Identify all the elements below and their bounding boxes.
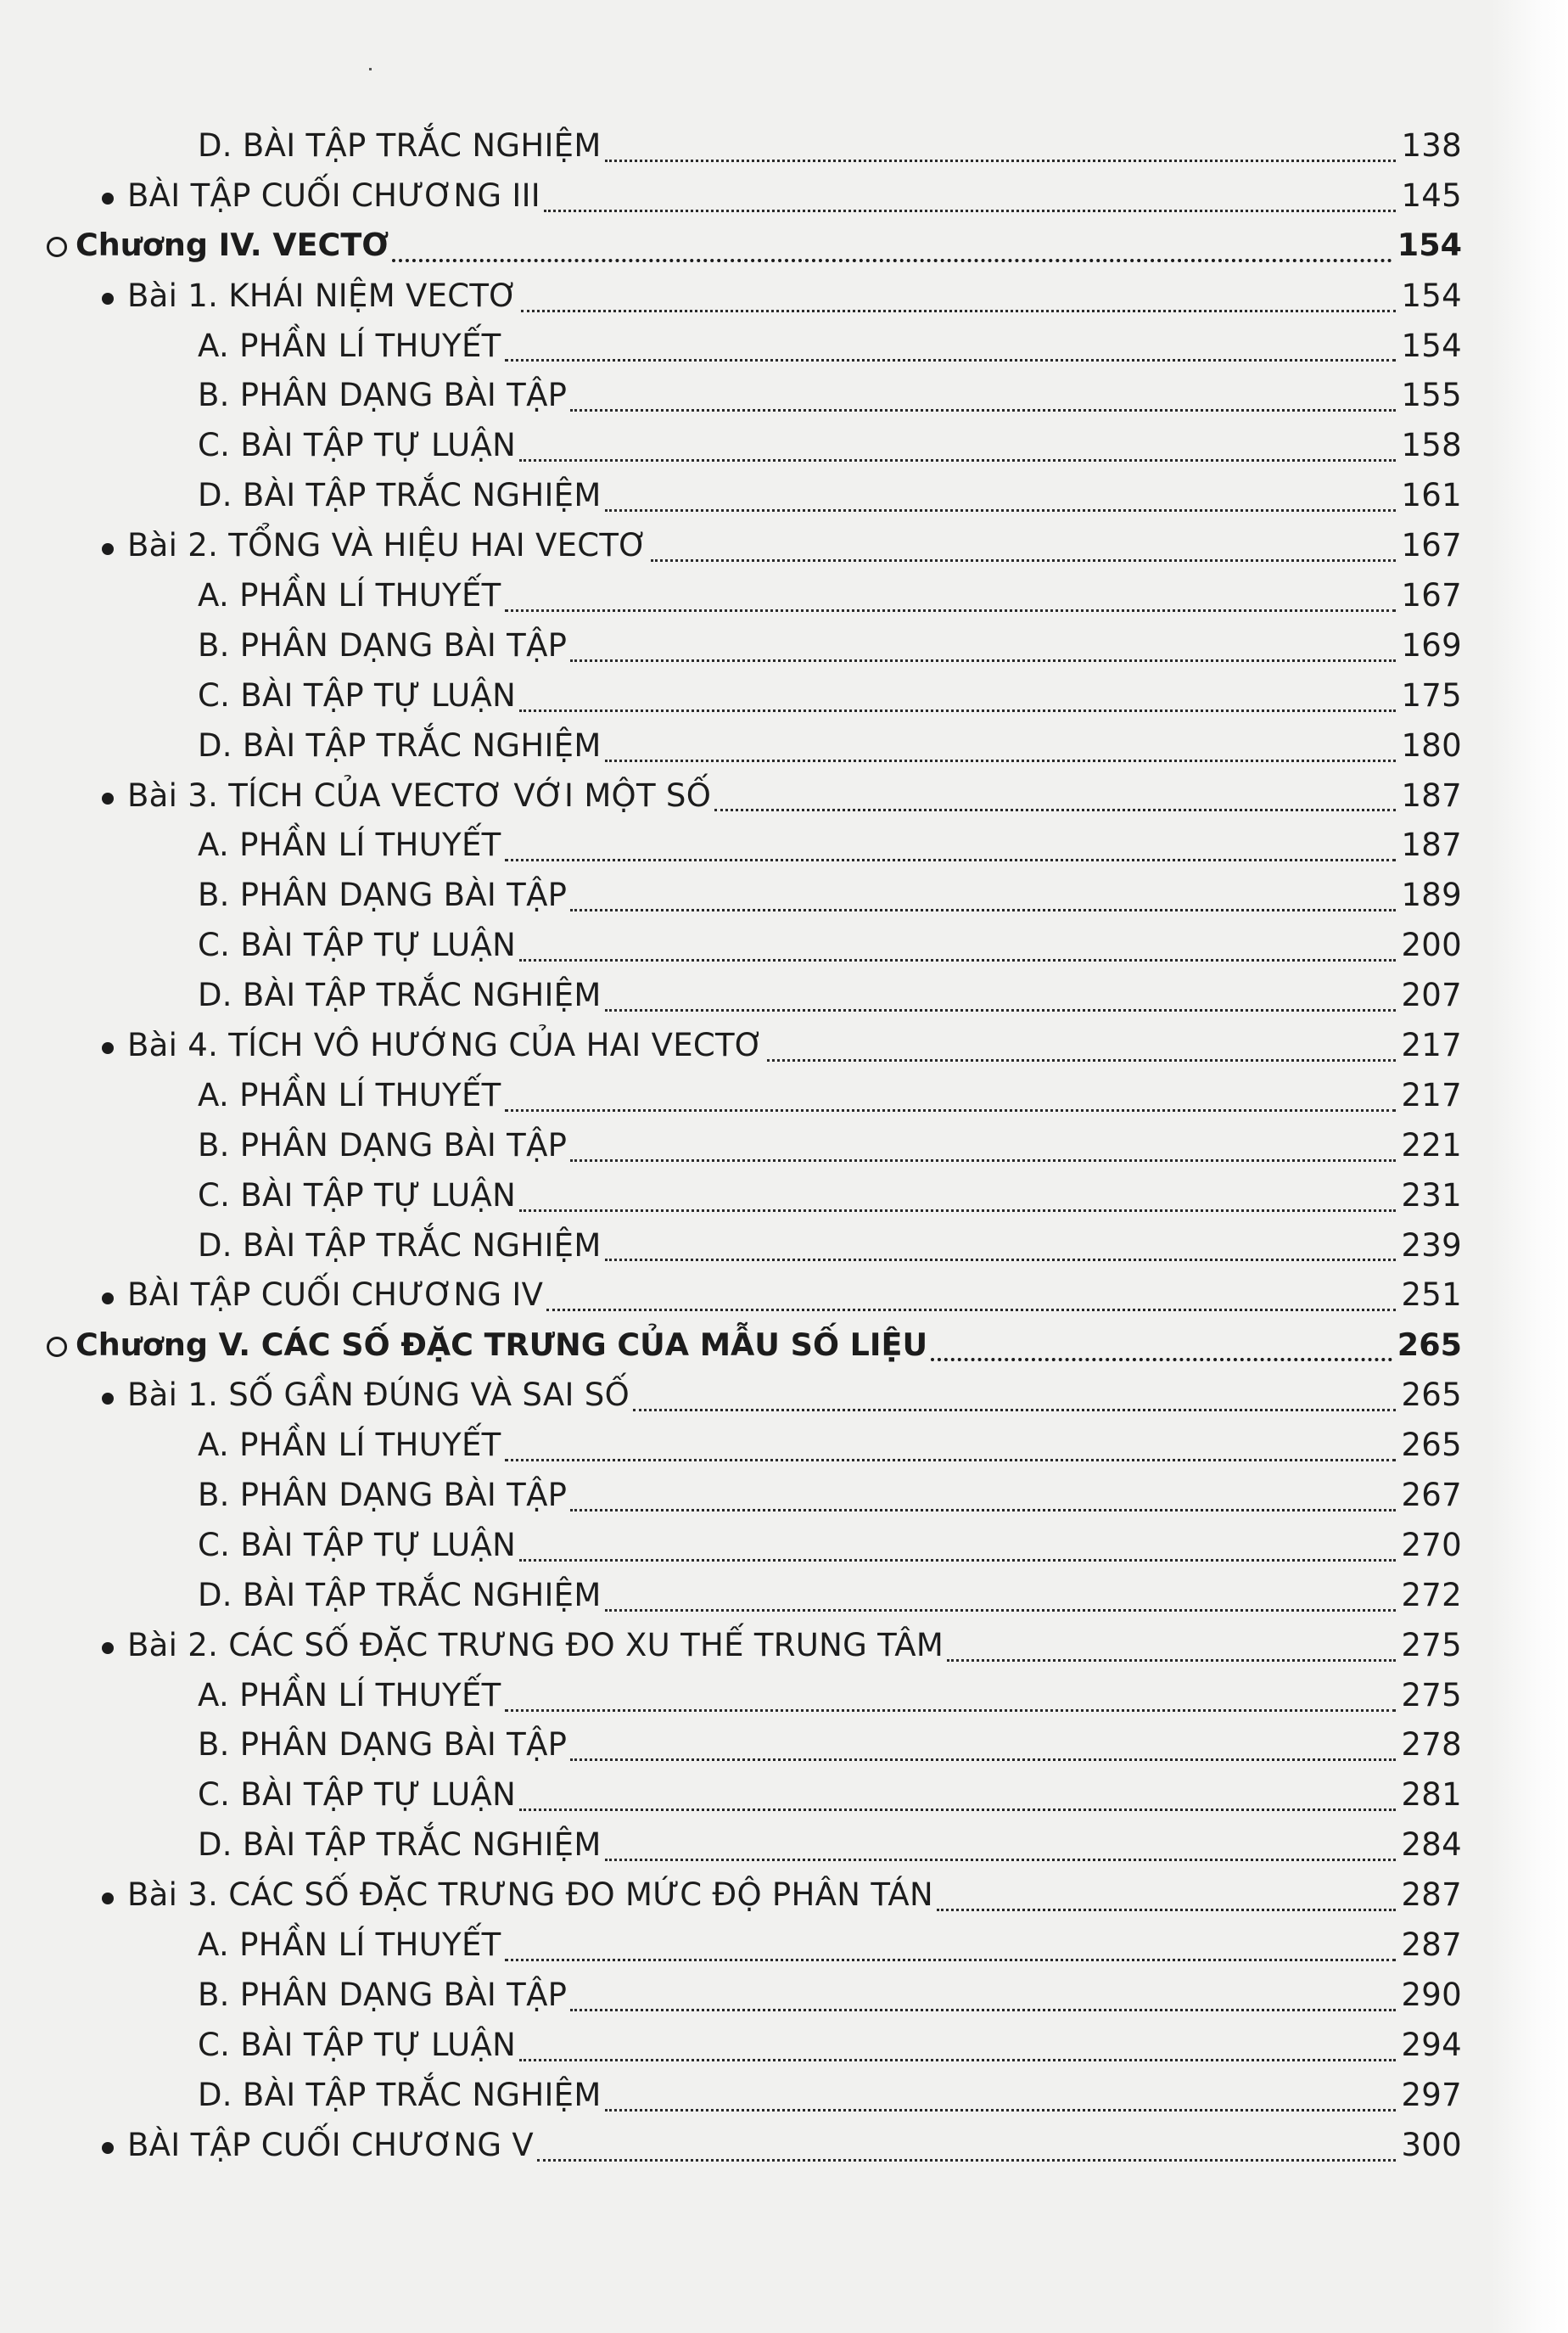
toc-entry-title: BÀI TẬP CUỐI CHƯƠNG IV bbox=[127, 1276, 544, 1314]
toc-entry-title: Bài 3. TÍCH CỦA VECTƠ VỚI MỘT SỐ bbox=[127, 777, 712, 814]
dot-leader bbox=[570, 1159, 1396, 1162]
toc-page-number: 239 bbox=[1401, 1226, 1462, 1264]
toc-page-number: 275 bbox=[1401, 1626, 1462, 1663]
toc-section-entry bbox=[47, 470, 1462, 520]
toc-entry-title: B. PHÂN DẠNG BÀI TẬP bbox=[198, 1126, 568, 1164]
toc-page-number: 154 bbox=[1397, 226, 1462, 263]
toc-entry-title: C. BÀI TẬP TỰ LUẬN bbox=[198, 1526, 517, 1563]
toc-entry-title: Bài 1. KHÁI NIỆM VECTƠ bbox=[127, 277, 518, 314]
toc-entry-title: D. BÀI TẬP TRẮC NGHIỆM bbox=[198, 1576, 602, 1613]
toc-lesson-entry bbox=[47, 1370, 1462, 1420]
toc-entry-title: A. PHẦN LÍ THUYẾT bbox=[198, 1676, 501, 1713]
toc-section-entry bbox=[47, 620, 1462, 670]
dot-leader bbox=[505, 1109, 1397, 1112]
toc-page-number: 145 bbox=[1401, 177, 1462, 214]
dot-leader bbox=[544, 210, 1396, 212]
dot-leader bbox=[519, 459, 1396, 462]
dot-leader bbox=[505, 1709, 1397, 1712]
toc-section-entry bbox=[47, 820, 1462, 870]
toc-page-number: 221 bbox=[1401, 1126, 1462, 1164]
toc-section-entry bbox=[47, 1970, 1462, 2020]
toc-section-entry bbox=[47, 1120, 1462, 1170]
toc-entry-title: A. PHẦN LÍ THUYẾT bbox=[198, 576, 501, 614]
toc-entry-title: A. PHẦN LÍ THUYẾT bbox=[198, 1926, 501, 1963]
dot-leader bbox=[570, 409, 1396, 412]
toc-page-number: 231 bbox=[1401, 1176, 1462, 1214]
toc-lesson-entry bbox=[47, 171, 1462, 221]
dot-leader bbox=[519, 1209, 1396, 1212]
toc-entry-title: D. BÀI TẬP TRẮC NGHIỆM bbox=[198, 1226, 602, 1264]
toc-section-entry bbox=[47, 420, 1462, 470]
toc-lesson-entry bbox=[47, 2120, 1462, 2170]
toc-page-number: 265 bbox=[1397, 1326, 1462, 1363]
toc-entry-title: D. BÀI TẬP TRẮC NGHIỆM bbox=[198, 126, 602, 164]
toc-lesson-entry bbox=[47, 771, 1462, 821]
toc-lesson-entry bbox=[47, 520, 1462, 570]
dot-leader bbox=[505, 1959, 1397, 1961]
toc-entry-title: Bài 4. TÍCH VÔ HƯỚNG CỦA HAI VECTƠ bbox=[127, 1026, 764, 1063]
dot-bullet-icon bbox=[102, 793, 114, 805]
toc-page-number: 251 bbox=[1401, 1276, 1462, 1314]
dot-leader bbox=[537, 2159, 1396, 2162]
toc-page-number: 200 bbox=[1401, 927, 1462, 964]
dot-leader bbox=[570, 1758, 1396, 1761]
toc-entry-title: C. BÀI TẬP TỰ LUẬN bbox=[198, 676, 517, 714]
toc-page-number: 169 bbox=[1401, 626, 1462, 664]
toc-entry-title: Bài 2. CÁC SỐ ĐẶC TRƯNG ĐO XU THẾ TRUNG TÂM bbox=[127, 1626, 944, 1663]
dot-leader bbox=[519, 709, 1396, 712]
toc-entry-title: C. BÀI TẬP TỰ LUẬN bbox=[198, 1776, 517, 1814]
toc-entry-title: Bài 3. CÁC SỐ ĐẶC TRƯNG ĐO MỨC ĐỘ PHÂN TÁN bbox=[127, 1876, 933, 1914]
dot-leader bbox=[605, 760, 1397, 762]
dot-leader bbox=[392, 259, 1392, 262]
toc-section-entry bbox=[47, 1470, 1462, 1520]
toc-page-number: 154 bbox=[1401, 327, 1462, 364]
dot-leader bbox=[570, 659, 1396, 662]
toc-section-entry bbox=[47, 1769, 1462, 1820]
dot-bullet-icon bbox=[102, 1642, 114, 1654]
toc-section-entry bbox=[47, 1520, 1462, 1570]
dot-leader bbox=[605, 1009, 1397, 1012]
dot-leader bbox=[546, 1309, 1396, 1311]
dot-bullet-icon bbox=[102, 193, 114, 205]
dot-bullet-icon bbox=[102, 543, 114, 555]
toc-page-number: 167 bbox=[1401, 527, 1462, 564]
dot-leader bbox=[605, 160, 1397, 162]
dot-leader bbox=[570, 909, 1396, 911]
toc-entry-title: Bài 2. TỔNG VÀ HIỆU HAI VECTƠ bbox=[127, 527, 648, 564]
toc-section-entry bbox=[47, 370, 1462, 420]
toc-entry-title: B. PHÂN DẠNG BÀI TẬP bbox=[198, 877, 568, 914]
toc-section-entry bbox=[47, 870, 1462, 920]
toc-entry-title: C. BÀI TẬP TỰ LUẬN bbox=[198, 2026, 517, 2063]
dot-bullet-icon bbox=[102, 1893, 114, 1904]
toc-section-entry bbox=[47, 670, 1462, 721]
table-of-contents bbox=[47, 121, 1462, 2170]
toc-section-entry bbox=[47, 1670, 1462, 1720]
dot-leader bbox=[605, 1609, 1397, 1612]
toc-section-entry bbox=[47, 570, 1462, 620]
toc-page-number: 154 bbox=[1401, 277, 1462, 314]
toc-page-number: 272 bbox=[1401, 1576, 1462, 1613]
dot-bullet-icon bbox=[102, 1042, 114, 1054]
toc-page-number: 161 bbox=[1401, 477, 1462, 514]
toc-section-entry bbox=[47, 1720, 1462, 1770]
toc-entry-title: D. BÀI TẬP TRẮC NGHIỆM bbox=[198, 977, 602, 1014]
toc-lesson-entry bbox=[47, 1270, 1462, 1320]
toc-entry-title: C. BÀI TẬP TỰ LUẬN bbox=[198, 927, 517, 964]
toc-entry-title: Chương IV. VECTƠ bbox=[76, 226, 389, 263]
toc-entry-title: B. PHÂN DẠNG BÀI TẬP bbox=[198, 1726, 568, 1764]
toc-section-entry bbox=[47, 1070, 1462, 1120]
toc-page-number: 275 bbox=[1401, 1676, 1462, 1713]
toc-page-number: 267 bbox=[1401, 1476, 1462, 1513]
toc-page-number: 138 bbox=[1401, 126, 1462, 164]
toc-section-entry bbox=[47, 1570, 1462, 1620]
toc-entry-title: B. PHÂN DẠNG BÀI TẬP bbox=[198, 1476, 568, 1513]
toc-lesson-entry bbox=[47, 1020, 1462, 1070]
dot-leader bbox=[521, 310, 1396, 312]
toc-entry-title: D. BÀI TẬP TRẮC NGHIỆM bbox=[198, 1826, 602, 1864]
dot-leader bbox=[519, 2059, 1396, 2061]
toc-page-number: 187 bbox=[1401, 827, 1462, 864]
dot-bullet-icon bbox=[102, 2142, 114, 2154]
dot-leader bbox=[505, 859, 1397, 861]
toc-page-number: 290 bbox=[1401, 1976, 1462, 2013]
toc-page-number: 207 bbox=[1401, 977, 1462, 1014]
dot-leader bbox=[570, 2009, 1396, 2011]
toc-entry-title: C. BÀI TẬP TỰ LUẬN bbox=[198, 427, 517, 464]
toc-entry-title: BÀI TẬP CUỐI CHƯƠNG V bbox=[127, 2126, 534, 2163]
toc-entry-title: D. BÀI TẬP TRẮC NGHIỆM bbox=[198, 477, 602, 514]
dot-leader bbox=[570, 1509, 1396, 1511]
dot-leader bbox=[605, 2109, 1397, 2111]
dot-leader bbox=[633, 1409, 1396, 1411]
dot-leader bbox=[505, 359, 1397, 362]
toc-page-number: 175 bbox=[1401, 676, 1462, 714]
toc-section-entry bbox=[47, 1170, 1462, 1220]
dot-bullet-icon bbox=[102, 1393, 114, 1405]
toc-section-entry bbox=[47, 1420, 1462, 1470]
dot-leader bbox=[651, 559, 1396, 562]
toc-entry-title: A. PHẦN LÍ THUYẾT bbox=[198, 327, 501, 364]
dot-leader bbox=[505, 609, 1397, 612]
print-speck bbox=[369, 68, 372, 70]
circle-bullet-icon bbox=[47, 1337, 67, 1357]
toc-entry-title: BÀI TẬP CUỐI CHƯƠNG III bbox=[127, 177, 540, 214]
dot-bullet-icon bbox=[102, 1293, 114, 1304]
toc-page-number: 281 bbox=[1401, 1776, 1462, 1814]
toc-page-number: 297 bbox=[1401, 2076, 1462, 2113]
dot-leader bbox=[605, 1859, 1397, 1861]
toc-chapter-entry bbox=[47, 221, 1462, 271]
dot-leader bbox=[605, 1259, 1397, 1261]
toc-entry-title: A. PHẦN LÍ THUYẾT bbox=[198, 827, 501, 864]
toc-page-number: 180 bbox=[1401, 726, 1462, 764]
toc-page-number: 300 bbox=[1401, 2126, 1462, 2163]
toc-entry-title: C. BÀI TẬP TỰ LUẬN bbox=[198, 1176, 517, 1214]
toc-entry-title: D. BÀI TẬP TRẮC NGHIỆM bbox=[198, 2076, 602, 2113]
toc-lesson-entry bbox=[47, 1620, 1462, 1670]
dot-leader bbox=[519, 1809, 1396, 1811]
toc-section-entry bbox=[47, 1820, 1462, 1870]
toc-page-number: 217 bbox=[1401, 1026, 1462, 1063]
toc-page-number: 287 bbox=[1401, 1876, 1462, 1914]
dot-leader bbox=[937, 1909, 1397, 1911]
toc-section-entry bbox=[47, 121, 1462, 171]
toc-page-number: 265 bbox=[1401, 1377, 1462, 1414]
toc-page-number: 270 bbox=[1401, 1526, 1462, 1563]
toc-entry-title: Chương V. CÁC SỐ ĐẶC TRƯNG CỦA MẪU SỐ LIỆU bbox=[76, 1326, 928, 1363]
dot-leader bbox=[605, 509, 1397, 512]
toc-section-entry bbox=[47, 1220, 1462, 1270]
toc-section-entry bbox=[47, 321, 1462, 371]
toc-page-number: 278 bbox=[1401, 1726, 1462, 1764]
toc-page-number: 158 bbox=[1401, 427, 1462, 464]
toc-page-number: 155 bbox=[1401, 377, 1462, 414]
toc-entry-title: B. PHÂN DẠNG BÀI TẬP bbox=[198, 377, 568, 414]
dot-leader bbox=[505, 1459, 1397, 1461]
toc-section-entry bbox=[47, 920, 1462, 970]
toc-section-entry bbox=[47, 721, 1462, 771]
toc-entry-title: B. PHÂN DẠNG BÀI TẬP bbox=[198, 626, 568, 664]
toc-section-entry bbox=[47, 1920, 1462, 1970]
toc-entry-title: Bài 1. SỐ GẦN ĐÚNG VÀ SAI SỐ bbox=[127, 1377, 630, 1414]
toc-page-number: 284 bbox=[1401, 1826, 1462, 1864]
toc-section-entry bbox=[47, 2020, 1462, 2070]
dot-bullet-icon bbox=[102, 293, 114, 305]
toc-entry-title: A. PHẦN LÍ THUYẾT bbox=[198, 1427, 501, 1464]
toc-page-number: 265 bbox=[1401, 1427, 1462, 1464]
dot-leader bbox=[519, 959, 1396, 962]
toc-section-entry bbox=[47, 970, 1462, 1020]
toc-page-number: 287 bbox=[1401, 1926, 1462, 1963]
toc-chapter-entry bbox=[47, 1320, 1462, 1370]
toc-page-number: 189 bbox=[1401, 877, 1462, 914]
dot-leader bbox=[931, 1358, 1392, 1361]
toc-page-number: 217 bbox=[1401, 1076, 1462, 1113]
toc-page-number: 167 bbox=[1401, 576, 1462, 614]
toc-lesson-entry bbox=[47, 271, 1462, 321]
toc-page-number: 187 bbox=[1401, 777, 1462, 814]
toc-lesson-entry bbox=[47, 1870, 1462, 1920]
toc-page-number: 294 bbox=[1401, 2026, 1462, 2063]
toc-entry-title: A. PHẦN LÍ THUYẾT bbox=[198, 1076, 501, 1113]
dot-leader bbox=[767, 1059, 1396, 1062]
toc-entry-title: D. BÀI TẬP TRẮC NGHIỆM bbox=[198, 726, 602, 764]
dot-leader bbox=[947, 1659, 1396, 1662]
page-edge bbox=[1492, 0, 1568, 2333]
toc-entry-title: B. PHÂN DẠNG BÀI TẬP bbox=[198, 1976, 568, 2013]
dot-leader bbox=[714, 809, 1396, 811]
dot-leader bbox=[519, 1559, 1396, 1562]
circle-bullet-icon bbox=[47, 237, 67, 257]
toc-section-entry bbox=[47, 2070, 1462, 2120]
